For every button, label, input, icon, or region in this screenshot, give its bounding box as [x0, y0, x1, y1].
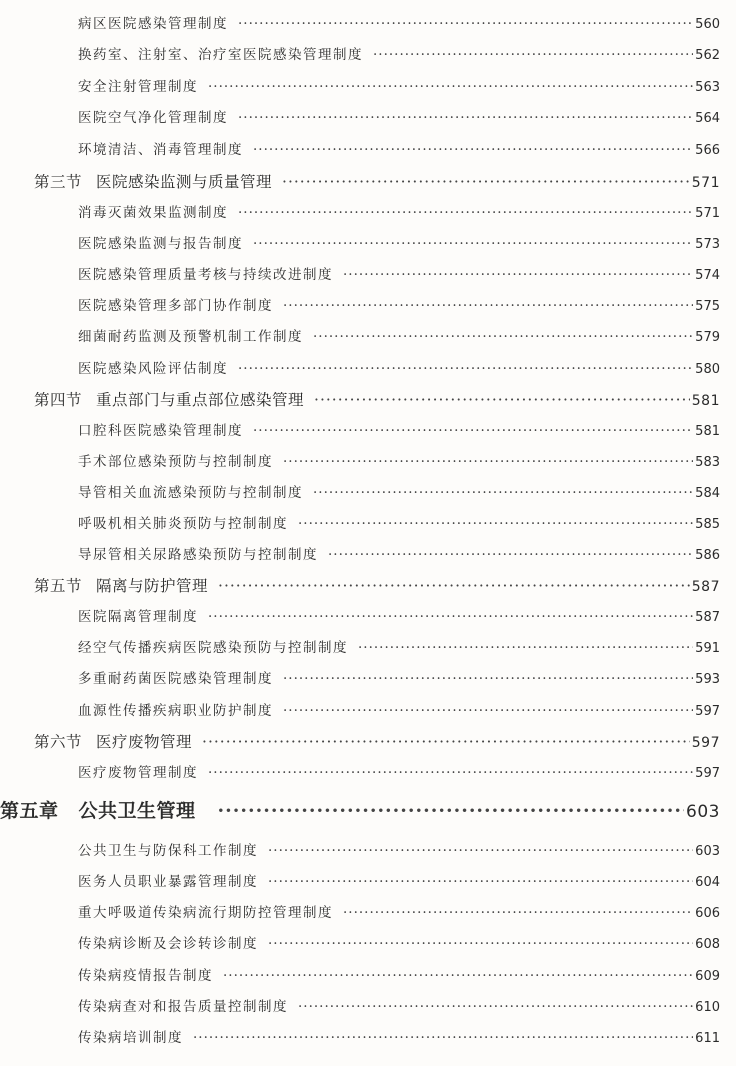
toc-item-row	[78, 901, 720, 925]
toc-entry-title	[78, 232, 243, 252]
toc-page-number: 583	[695, 455, 720, 470]
toc-item-row	[78, 761, 720, 785]
toc-page-number: 564	[695, 111, 720, 126]
toc-entry-title-text: 医疗废物管理	[96, 733, 193, 751]
toc-page-number: 581	[691, 393, 720, 409]
toc-page-number: 562	[695, 48, 720, 63]
toc-entry-title	[34, 170, 272, 192]
toc-item-row	[78, 201, 720, 225]
toc-entry-number: 第五节	[34, 577, 83, 595]
toc-item-row	[78, 995, 720, 1019]
toc-entry-title	[78, 419, 243, 439]
toc-item-row	[78, 543, 720, 567]
dot-leader	[373, 47, 693, 63]
toc-item-row	[78, 263, 720, 287]
toc-item-row	[78, 964, 720, 988]
dot-leader	[282, 173, 690, 191]
toc-entry-title-text: 传染病疫情报告制度	[78, 968, 213, 984]
dot-leader	[314, 391, 690, 409]
toc-entry-title-text: 医院空气净化管理制度	[78, 110, 228, 126]
dot-leader	[253, 236, 693, 252]
toc-entry-number: 第三节	[34, 173, 83, 191]
dot-leader	[202, 733, 690, 751]
toc-entry-title-text: 细菌耐药监测及预警机制工作制度	[78, 329, 303, 345]
dot-leader	[268, 874, 693, 890]
toc-item-row	[78, 699, 720, 723]
toc-item-row	[78, 512, 720, 536]
toc-entry-title	[34, 574, 208, 596]
dot-leader	[218, 800, 685, 822]
toc-page-number: 563	[695, 80, 720, 95]
toc-entry-title	[34, 388, 304, 410]
toc-page-number: 586	[695, 548, 720, 563]
toc-item-row	[78, 605, 720, 629]
toc-entry-title-text: 经空气传播疾病医院感染预防与控制制度	[78, 640, 348, 656]
dot-leader	[238, 361, 693, 377]
toc-entry-title-text: 病区医院感染管理制度	[78, 16, 228, 32]
toc-entry-title	[78, 12, 228, 32]
dot-leader	[238, 205, 693, 221]
dot-leader	[313, 329, 693, 345]
toc-page-number: 587	[695, 610, 720, 625]
dot-leader	[208, 609, 693, 625]
toc-page-number: 597	[691, 735, 720, 751]
toc-entry-title	[78, 263, 333, 283]
dot-leader	[283, 671, 693, 687]
toc-entry-title	[78, 325, 303, 345]
dot-leader	[238, 110, 693, 126]
dot-leader	[328, 547, 693, 563]
toc-entry-title-text: 消毒灭菌效果监测制度	[78, 205, 228, 221]
toc-page-number: 560	[695, 17, 720, 32]
dot-leader	[283, 703, 693, 719]
toc-entry-title-text: 重大呼吸道传染病流行期防控管理制度	[78, 905, 333, 921]
dot-leader	[298, 999, 693, 1015]
toc-entry-title-text: 重点部门与重点部位感染管理	[96, 391, 305, 409]
toc-entry-title	[78, 870, 258, 890]
toc-entry-title	[78, 964, 213, 984]
dot-leader	[218, 577, 690, 595]
toc-entry-title	[78, 512, 288, 532]
toc-entry-title	[78, 636, 348, 656]
toc-entry-title	[78, 667, 273, 687]
toc-entry-title	[78, 839, 258, 859]
toc-page-number: 611	[695, 1031, 720, 1046]
toc-page-number: 579	[695, 330, 720, 345]
toc-entry-title-text: 公共卫生管理	[78, 800, 196, 822]
toc-page-number: 597	[695, 766, 720, 781]
toc-entry-title	[78, 543, 318, 563]
toc-entry-title-text: 导尿管相关尿路感染预防与控制制度	[78, 547, 318, 563]
dot-leader	[343, 905, 693, 921]
toc-item-row	[78, 325, 720, 349]
toc-entry-title	[78, 201, 228, 221]
toc-page-number: 608	[695, 937, 720, 952]
dot-leader	[253, 142, 693, 158]
toc-entry-title-text: 隔离与防护管理	[96, 577, 209, 595]
toc-page-number: 575	[695, 299, 720, 314]
toc-entry-title	[78, 901, 333, 921]
toc-entry-title-text: 安全注射管理制度	[78, 79, 198, 95]
toc-item-row	[78, 43, 720, 67]
dot-leader	[358, 640, 693, 656]
toc-page-number: 581	[695, 424, 720, 439]
toc-entry-title-text: 换药室、注射室、治疗室医院感染管理制度	[78, 47, 363, 63]
toc-entry-title	[78, 450, 273, 470]
toc-page-number: 604	[695, 875, 720, 890]
toc-item-row	[78, 667, 720, 691]
dot-leader	[283, 454, 693, 470]
toc-entry-title	[78, 357, 228, 377]
dot-leader	[208, 79, 693, 95]
toc-item-row	[78, 75, 720, 99]
toc-section-row	[34, 170, 720, 196]
toc-entry-title	[78, 932, 258, 952]
toc-entry-title-text: 医院感染监测与报告制度	[78, 236, 243, 252]
toc-page-number: 603	[695, 844, 720, 859]
toc-section-row	[34, 388, 720, 414]
toc-page-number: 591	[695, 641, 720, 656]
toc-entry-title-text: 医疗废物管理制度	[78, 765, 198, 781]
toc-entry-title-text: 传染病查对和报告质量控制制度	[78, 999, 288, 1015]
toc-entry-title	[78, 75, 198, 95]
toc-entry-title	[78, 761, 198, 781]
toc-item-row	[78, 932, 720, 956]
toc-entry-number: 第五章	[0, 800, 59, 822]
toc-entry-title-text: 口腔科医院感染管理制度	[78, 423, 243, 439]
toc-entry-title	[78, 106, 228, 126]
toc-page-number: 603	[686, 802, 720, 822]
dot-leader	[208, 765, 693, 781]
toc-item-row	[78, 870, 720, 894]
toc-chapter-row	[0, 796, 720, 828]
dot-leader	[268, 936, 693, 952]
toc-entry-title-text: 医院感染管理多部门协作制度	[78, 298, 273, 314]
dot-leader	[193, 1030, 693, 1046]
toc-entry-title	[78, 138, 243, 158]
toc-entry-title	[78, 481, 303, 501]
toc-entry-title-text: 传染病培训制度	[78, 1030, 183, 1046]
toc-page-number: 584	[695, 486, 720, 501]
toc-item-row	[78, 232, 720, 256]
toc-entry-title-text: 多重耐药菌医院感染管理制度	[78, 671, 273, 687]
toc-item-row	[78, 294, 720, 318]
dot-leader	[283, 298, 693, 314]
toc-entry-title	[78, 294, 273, 314]
toc-page-number: 571	[695, 206, 720, 221]
dot-leader	[343, 267, 693, 283]
toc-page-number: 566	[695, 143, 720, 158]
toc-page-number: 580	[695, 362, 720, 377]
toc-item-row	[78, 839, 720, 863]
toc-entry-title-text: 医院感染管理质量考核与持续改进制度	[78, 267, 333, 283]
toc-entry-title	[0, 796, 196, 823]
toc-page-number: 593	[695, 672, 720, 687]
dot-leader	[313, 485, 693, 501]
toc-entry-title	[78, 699, 273, 719]
toc-item-row	[78, 419, 720, 443]
toc-entry-title-text: 手术部位感染预防与控制制度	[78, 454, 273, 470]
toc-entry-title-text: 传染病诊断及会诊转诊制度	[78, 936, 258, 952]
toc-item-row	[78, 450, 720, 474]
toc-entry-title-text: 血源性传播疾病职业防护制度	[78, 703, 273, 719]
toc-entry-title-text: 呼吸机相关肺炎预防与控制制度	[78, 516, 288, 532]
dot-leader	[238, 16, 693, 32]
toc-page-number: 610	[695, 1000, 720, 1015]
toc-item-row	[78, 106, 720, 130]
toc-section-row	[34, 730, 720, 756]
toc-item-row	[78, 1026, 720, 1050]
toc-page-number: 606	[695, 906, 720, 921]
toc-page-number: 597	[695, 704, 720, 719]
toc-entry-number: 第六节	[34, 733, 83, 751]
toc-item-row	[78, 481, 720, 505]
toc-entry-title	[78, 1026, 183, 1046]
toc-entry-title-text: 公共卫生与防保科工作制度	[78, 843, 258, 859]
toc-entry-title-text: 医务人员职业暴露管理制度	[78, 874, 258, 890]
toc-entry-title-text: 医院隔离管理制度	[78, 609, 198, 625]
toc-entry-title-text: 环境清洁、消毒管理制度	[78, 142, 243, 158]
toc-entry-title-text: 医院感染监测与质量管理	[96, 173, 273, 191]
toc-entry-title	[78, 995, 288, 1015]
toc-item-row	[78, 357, 720, 381]
toc-entry-number: 第四节	[34, 391, 83, 409]
dot-leader	[253, 423, 693, 439]
toc-entry-title-text: 医院感染风险评估制度	[78, 361, 228, 377]
toc-entry-title	[78, 605, 198, 625]
dot-leader	[223, 968, 693, 984]
toc-page-number: 587	[691, 579, 720, 595]
toc-entry-title-text: 导管相关血流感染预防与控制制度	[78, 485, 303, 501]
toc-section-row	[34, 574, 720, 600]
toc-entry-title	[34, 730, 192, 752]
dot-leader	[268, 843, 693, 859]
toc-page-number: 609	[695, 969, 720, 984]
dot-leader	[298, 516, 693, 532]
toc-item-row	[78, 12, 720, 36]
toc-page-number: 574	[695, 268, 720, 283]
toc-entry-title	[78, 43, 363, 63]
toc-page-number: 585	[695, 517, 720, 532]
toc-page-number: 571	[691, 175, 720, 191]
toc-item-row	[78, 138, 720, 162]
toc-page-number: 573	[695, 237, 720, 252]
toc-item-row	[78, 636, 720, 660]
